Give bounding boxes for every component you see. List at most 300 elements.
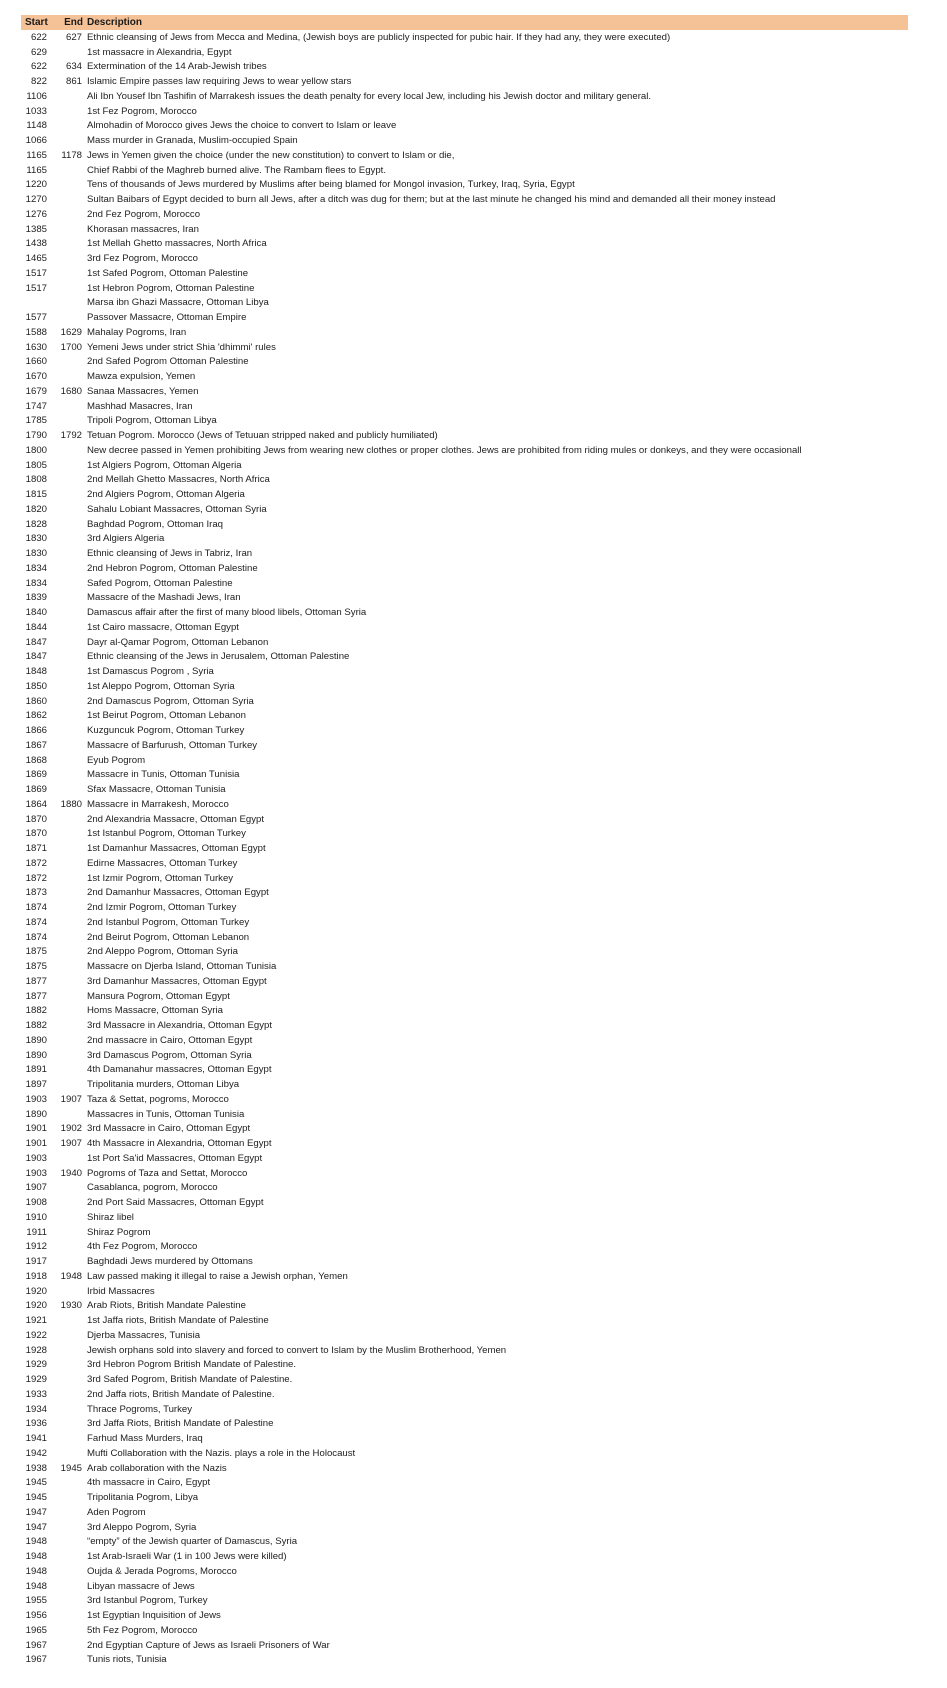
table-row bbox=[21, 650, 908, 665]
row-start-year: 1912 bbox=[25, 1241, 47, 1253]
table-row bbox=[21, 30, 908, 45]
row-description: 3rd Massacre in Cairo, Ottoman Egypt bbox=[87, 1123, 251, 1135]
header-description: Description bbox=[87, 17, 143, 28]
row-description: Mass murder in Granada, Muslim-occupied Spain bbox=[87, 135, 298, 147]
row-description: 1st massacre in Alexandria, Egypt bbox=[87, 46, 232, 58]
header-end: End bbox=[64, 17, 83, 28]
row-start-year: 1928 bbox=[25, 1344, 47, 1356]
row-description: 3rd Jaffa Riots, British Mandate of Palestine bbox=[87, 1418, 274, 1430]
row-description: 3rd Fez Pogrom, Morocco bbox=[87, 253, 198, 265]
row-start-year: 1965 bbox=[25, 1624, 47, 1636]
row-start-year: 1848 bbox=[25, 666, 47, 678]
row-start-year: 1875 bbox=[25, 946, 47, 958]
table-row bbox=[21, 60, 908, 75]
row-start-year: 1942 bbox=[25, 1447, 47, 1459]
row-description: Mawza expulsion, Yemen bbox=[87, 371, 196, 383]
row-start-year: 822 bbox=[30, 76, 47, 88]
table-row bbox=[21, 945, 908, 960]
row-start-year: 1872 bbox=[25, 857, 47, 869]
row-start-year: 1165 bbox=[26, 164, 47, 176]
row-start-year: 1630 bbox=[25, 341, 47, 353]
row-description: 2nd Jaffa riots, British Mandate of Palestine. bbox=[87, 1388, 275, 1400]
table-row bbox=[21, 1417, 908, 1432]
table-row bbox=[21, 74, 908, 89]
table-row bbox=[21, 1343, 908, 1358]
table-row bbox=[21, 1623, 908, 1638]
table-row bbox=[21, 635, 908, 650]
table-row bbox=[21, 133, 908, 148]
row-description: 1st Mellah Ghetto massacres, North Africa bbox=[87, 238, 267, 250]
table-row bbox=[21, 694, 908, 709]
table-row bbox=[21, 1579, 908, 1594]
table-row bbox=[21, 782, 908, 797]
row-description: 3rd Safed Pogrom, British Mandate of Palestine. bbox=[87, 1374, 293, 1386]
row-description: Baghdadi Jews murdered by Ottomans bbox=[87, 1256, 253, 1268]
table-row bbox=[21, 1387, 908, 1402]
table-row bbox=[21, 192, 908, 207]
row-start-year: 1882 bbox=[25, 1005, 47, 1017]
row-description: 1st Cairo massacre, Ottoman Egypt bbox=[87, 621, 239, 633]
row-description: Jews in Yemen given the choice (under the new constitution) to convert to Islam or die, bbox=[87, 149, 455, 161]
row-start-year: 1385 bbox=[25, 223, 47, 235]
table-row bbox=[21, 1358, 908, 1373]
row-start-year: 1850 bbox=[25, 680, 47, 692]
table-row bbox=[21, 1077, 908, 1092]
row-description: 4th Damanahur massacres, Ottoman Egypt bbox=[87, 1064, 272, 1076]
row-description: Shiraz Pogrom bbox=[87, 1226, 151, 1238]
row-start-year: 1920 bbox=[25, 1285, 47, 1297]
row-description: Kuzguncuk Pogrom, Ottoman Turkey bbox=[87, 725, 245, 737]
row-description: Sahalu Lobiant Massacres, Ottoman Syria bbox=[87, 503, 267, 515]
table-row bbox=[21, 1136, 908, 1151]
table-row bbox=[21, 414, 908, 429]
row-description: Massacre of Barfurush, Ottoman Turkey bbox=[87, 739, 258, 751]
row-start-year: 1815 bbox=[25, 489, 47, 501]
row-description: Massacre of the Mashadi Jews, Iran bbox=[87, 592, 241, 604]
row-description: 3rd Damanhur Massacres, Ottoman Egypt bbox=[87, 975, 267, 987]
table-row bbox=[21, 340, 908, 355]
row-description: Sanaa Massacres, Yemen bbox=[87, 385, 199, 397]
row-description: 1st Fez Pogrom, Morocco bbox=[87, 105, 197, 117]
row-start-year: 1908 bbox=[25, 1197, 47, 1209]
row-start-year: 1938 bbox=[25, 1462, 47, 1474]
row-description: Thrace Pogroms, Turkey bbox=[87, 1403, 193, 1415]
table-row bbox=[21, 561, 908, 576]
table-row bbox=[21, 1166, 908, 1181]
row-description: 2nd Alexandria Massacre, Ottoman Egypt bbox=[87, 813, 265, 825]
row-description: Pogroms of Taza and Settat, Morocco bbox=[87, 1167, 248, 1179]
row-description: Massacre on Djerba Island, Ottoman Tunisia bbox=[87, 961, 277, 973]
row-start-year: 1517 bbox=[25, 267, 47, 279]
table-row bbox=[21, 1254, 908, 1269]
row-description: Taza & Settat, pogroms, Morocco bbox=[87, 1093, 229, 1105]
row-description: Jewish orphans sold into slavery and forced to convert to Islam by the Muslim Brotherhood, Yemen bbox=[87, 1344, 507, 1356]
row-description: Oujda & Jerada Pogroms, Morocco bbox=[87, 1565, 237, 1577]
row-start-year: 1679 bbox=[25, 385, 47, 397]
row-start-year: 1901 bbox=[25, 1123, 47, 1135]
row-end-year: 1907 bbox=[60, 1138, 82, 1150]
row-start-year: 622 bbox=[30, 61, 47, 73]
row-description: 3rd Algiers Algeria bbox=[87, 533, 165, 545]
row-start-year: 1869 bbox=[25, 784, 47, 796]
row-description: Tetuan Pogrom. Morocco (Jews of Tetuuan stripped naked and publicly humiliated) bbox=[87, 430, 438, 442]
row-start-year: 1785 bbox=[25, 415, 47, 427]
row-start-year: 1066 bbox=[25, 135, 47, 147]
row-description: Sultan Baibars of Egypt decided to burn all Jews, after a ditch was dug for them; but at the last minute he changed his mind and demanded all their money instead bbox=[87, 194, 776, 206]
table-row bbox=[21, 1608, 908, 1623]
row-start-year: 1934 bbox=[25, 1403, 47, 1415]
row-start-year: 1220 bbox=[25, 179, 47, 191]
row-start-year: 622 bbox=[30, 31, 47, 43]
row-start-year: 1165 bbox=[26, 149, 47, 161]
row-description: Edirne Massacres, Ottoman Turkey bbox=[87, 857, 238, 869]
table-row bbox=[21, 296, 908, 311]
row-description: 1st Beirut Pogrom, Ottoman Lebanon bbox=[87, 710, 246, 722]
row-start-year: 1955 bbox=[25, 1595, 47, 1607]
row-start-year: 1891 bbox=[25, 1064, 47, 1076]
row-start-year: 1947 bbox=[25, 1521, 47, 1533]
row-description: 2nd Algiers Pogrom, Ottoman Algeria bbox=[87, 489, 245, 501]
timeline-table bbox=[21, 15, 908, 1667]
table-row bbox=[21, 222, 908, 237]
table-row bbox=[21, 546, 908, 561]
table-row bbox=[21, 605, 908, 620]
table-row bbox=[21, 532, 908, 547]
table-row bbox=[21, 1284, 908, 1299]
table-row bbox=[21, 1638, 908, 1653]
row-start-year: 1148 bbox=[26, 120, 47, 132]
row-description: Ali Ibn Yousef Ibn Tashifin of Marrakesh issues the death penalty for every local Jew, including his Jewish doctor and military general. bbox=[87, 90, 652, 102]
row-description: Tunis riots, Tunisia bbox=[87, 1654, 167, 1666]
row-description: 2nd Beirut Pogrom, Ottoman Lebanon bbox=[87, 931, 250, 943]
table-row bbox=[21, 1564, 908, 1579]
row-start-year: 1890 bbox=[25, 1034, 47, 1046]
row-start-year: 1897 bbox=[25, 1079, 47, 1091]
row-start-year: 1903 bbox=[25, 1167, 47, 1179]
row-start-year: 1864 bbox=[25, 798, 47, 810]
row-description: Farhud Mass Murders, Iraq bbox=[87, 1433, 203, 1445]
table-row bbox=[21, 517, 908, 532]
table-row bbox=[21, 1151, 908, 1166]
row-start-year: 1860 bbox=[25, 695, 47, 707]
row-description: Law passed making it illegal to raise a Jewish orphan, Yemen bbox=[87, 1270, 348, 1282]
table-row bbox=[21, 620, 908, 635]
row-description: 2nd Hebron Pogrom, Ottoman Palestine bbox=[87, 562, 258, 574]
row-start-year: 1871 bbox=[25, 843, 47, 855]
table-row bbox=[21, 1033, 908, 1048]
row-description: Arab collaboration with the Nazis bbox=[87, 1462, 227, 1474]
row-description: Shiraz libel bbox=[87, 1211, 134, 1223]
row-description: Islamic Empire passes law requiring Jews to wear yellow stars bbox=[87, 76, 352, 88]
table-row bbox=[21, 428, 908, 443]
table-row bbox=[21, 473, 908, 488]
table-row bbox=[21, 1122, 908, 1137]
table-row bbox=[21, 768, 908, 783]
row-start-year: 1866 bbox=[25, 725, 47, 737]
row-description: Mansura Pogrom, Ottoman Egypt bbox=[87, 990, 230, 1002]
row-description: 1st Damanhur Massacres, Ottoman Egypt bbox=[87, 843, 266, 855]
table-row bbox=[21, 1653, 908, 1668]
table-row bbox=[21, 163, 908, 178]
table-row bbox=[21, 1063, 908, 1078]
row-start-year: 1808 bbox=[25, 474, 47, 486]
row-end-year: 1629 bbox=[60, 326, 82, 338]
row-description: 3rd Damascus Pogrom, Ottoman Syria bbox=[87, 1049, 252, 1061]
row-end-year: 1178 bbox=[61, 149, 82, 161]
table-row bbox=[21, 591, 908, 606]
table-row bbox=[21, 487, 908, 502]
table-row bbox=[21, 89, 908, 104]
row-start-year: 1948 bbox=[25, 1551, 47, 1563]
row-start-year: 1834 bbox=[25, 577, 47, 589]
table-row bbox=[21, 1018, 908, 1033]
row-description: Homs Massacre, Ottoman Syria bbox=[87, 1005, 223, 1017]
table-row bbox=[21, 399, 908, 414]
row-description: New decree passed in Yemen prohibiting Jews from wearing new clothes or proper clothes. Jews are prohibited from riding mules or donkeys, and they were occasionall bbox=[87, 444, 802, 456]
row-description: Casablanca, pogrom, Morocco bbox=[87, 1182, 218, 1194]
row-start-year: 1874 bbox=[25, 902, 47, 914]
row-start-year: 1870 bbox=[25, 828, 47, 840]
table-row bbox=[21, 664, 908, 679]
table-row bbox=[21, 1195, 908, 1210]
row-start-year: 1956 bbox=[25, 1610, 47, 1622]
row-end-year: 1880 bbox=[60, 798, 82, 810]
row-description: Eyub Pogrom bbox=[87, 754, 146, 766]
row-start-year: 1790 bbox=[25, 430, 47, 442]
row-start-year: 1877 bbox=[25, 990, 47, 1002]
table-row bbox=[21, 1431, 908, 1446]
row-start-year: 1967 bbox=[25, 1639, 47, 1651]
table-row bbox=[21, 841, 908, 856]
table-row bbox=[21, 797, 908, 812]
row-start-year: 1922 bbox=[25, 1329, 47, 1341]
row-description: 2nd Damascus Pogrom, Ottoman Syria bbox=[87, 695, 254, 707]
row-description: Extermination of the 14 Arab-Jewish tribes bbox=[87, 61, 267, 73]
row-description: Baghdad Pogrom, Ottoman Iraq bbox=[87, 518, 223, 530]
row-description: Irbid Massacres bbox=[87, 1285, 155, 1297]
table-row bbox=[21, 502, 908, 517]
table-row bbox=[21, 576, 908, 591]
row-start-year: 1948 bbox=[25, 1580, 47, 1592]
row-description: 2nd Fez Pogrom, Morocco bbox=[87, 208, 201, 220]
table-row bbox=[21, 104, 908, 119]
table-row bbox=[21, 1048, 908, 1063]
table-row bbox=[21, 1328, 908, 1343]
row-start-year: 1800 bbox=[25, 444, 47, 456]
row-description: Ethnic cleansing of Jews in Tabriz, Iran bbox=[87, 548, 253, 560]
row-start-year: 1830 bbox=[25, 548, 47, 560]
row-description: 5th Fez Pogrom, Morocco bbox=[87, 1624, 198, 1636]
row-start-year: 1890 bbox=[25, 1049, 47, 1061]
row-description: 3rd Istanbul Pogrom, Turkey bbox=[87, 1595, 208, 1607]
table-row bbox=[21, 1240, 908, 1255]
row-start-year: 1847 bbox=[25, 651, 47, 663]
header-start: Start bbox=[25, 17, 48, 28]
table-row bbox=[21, 1181, 908, 1196]
table-row bbox=[21, 310, 908, 325]
row-start-year: 1588 bbox=[25, 326, 47, 338]
row-description: 2nd Egyptian Capture of Jews as Israeli Prisoners of War bbox=[87, 1639, 330, 1651]
row-description: 3rd Hebron Pogrom British Mandate of Palestine. bbox=[87, 1359, 297, 1371]
table-row bbox=[21, 959, 908, 974]
row-description: 1st Safed Pogrom, Ottoman Palestine bbox=[87, 267, 249, 279]
row-start-year: 1918 bbox=[25, 1270, 47, 1282]
row-description: 1st Hebron Pogrom, Ottoman Palestine bbox=[87, 282, 255, 294]
row-start-year: 1936 bbox=[25, 1418, 47, 1430]
table-row bbox=[21, 119, 908, 134]
row-start-year: 1660 bbox=[25, 356, 47, 368]
row-end-year: 1700 bbox=[60, 341, 82, 353]
row-start-year: 1917 bbox=[25, 1256, 47, 1268]
row-start-year: 1910 bbox=[25, 1211, 47, 1223]
table-row bbox=[21, 856, 908, 871]
row-description: Arab Riots, British Mandate Palestine bbox=[87, 1300, 246, 1312]
row-start-year: 1844 bbox=[25, 621, 47, 633]
row-start-year: 1933 bbox=[25, 1388, 47, 1400]
row-description: Tripolitania Pogrom, Libya bbox=[87, 1492, 199, 1504]
row-start-year: 1867 bbox=[25, 739, 47, 751]
row-start-year: 1517 bbox=[25, 282, 47, 294]
row-start-year: 1747 bbox=[25, 400, 47, 412]
table-row bbox=[21, 812, 908, 827]
table-row bbox=[21, 443, 908, 458]
table-row bbox=[21, 1490, 908, 1505]
row-description: 4th massacre in Cairo, Egypt bbox=[87, 1477, 211, 1489]
table-row bbox=[21, 1210, 908, 1225]
row-description: Mufti Collaboration with the Nazis. plays a role in the Holocaust bbox=[87, 1447, 356, 1459]
table-row bbox=[21, 1505, 908, 1520]
table-row bbox=[21, 251, 908, 266]
row-start-year: 1921 bbox=[25, 1315, 47, 1327]
row-start-year: 1270 bbox=[25, 194, 47, 206]
row-start-year: 1947 bbox=[25, 1506, 47, 1518]
table-row bbox=[21, 1313, 908, 1328]
table-row bbox=[21, 369, 908, 384]
row-end-year: 861 bbox=[65, 76, 82, 88]
row-description: Tens of thousands of Jews murdered by Muslims after being blamed for Mongol invasion, Turkey, Iraq, Syria, Egypt bbox=[87, 179, 575, 191]
table-row bbox=[21, 1549, 908, 1564]
table-row bbox=[21, 915, 908, 930]
table-row bbox=[21, 384, 908, 399]
row-end-year: 1945 bbox=[60, 1462, 82, 1474]
table-row bbox=[21, 1520, 908, 1535]
row-description: 4th Massacre in Alexandria, Ottoman Egypt bbox=[87, 1138, 272, 1150]
row-start-year: 1920 bbox=[25, 1300, 47, 1312]
row-start-year: 1903 bbox=[25, 1152, 47, 1164]
table-row bbox=[21, 458, 908, 473]
row-description: 1st Port Sa'id Massacres, Ottoman Egypt bbox=[87, 1152, 263, 1164]
row-start-year: 1868 bbox=[25, 754, 47, 766]
table-row bbox=[21, 237, 908, 252]
row-description: Massacre in Tunis, Ottoman Tunisia bbox=[87, 769, 240, 781]
table-row bbox=[21, 886, 908, 901]
table-row bbox=[21, 281, 908, 296]
row-description: 2nd Aleppo Pogrom, Ottoman Syria bbox=[87, 946, 238, 958]
table-row bbox=[21, 148, 908, 163]
row-description: 1st Istanbul Pogrom, Ottoman Turkey bbox=[87, 828, 246, 840]
row-description: 1st Izmir Pogrom, Ottoman Turkey bbox=[87, 872, 234, 884]
table-body bbox=[21, 30, 908, 1667]
table-row bbox=[21, 723, 908, 738]
table-row bbox=[21, 871, 908, 886]
row-start-year: 1840 bbox=[25, 607, 47, 619]
row-description: 3rd Aleppo Pogrom, Syria bbox=[87, 1521, 197, 1533]
row-end-year: 1930 bbox=[60, 1300, 82, 1312]
table-row bbox=[21, 1299, 908, 1314]
table-row bbox=[21, 989, 908, 1004]
row-description: 2nd Safed Pogrom Ottoman Palestine bbox=[87, 356, 249, 368]
row-description: Marsa ibn Ghazi Massacre, Ottoman Libya bbox=[87, 297, 269, 309]
row-start-year: 1948 bbox=[25, 1565, 47, 1577]
row-description: 1st Damascus Pogrom , Syria bbox=[87, 666, 214, 678]
row-description: 1st Aleppo Pogrom, Ottoman Syria bbox=[87, 680, 235, 692]
row-description: Massacres in Tunis, Ottoman Tunisia bbox=[87, 1108, 245, 1120]
row-end-year: 1680 bbox=[60, 385, 82, 397]
row-start-year: 1874 bbox=[25, 931, 47, 943]
table-row bbox=[21, 1402, 908, 1417]
row-description: 1st Arab-Israeli War (1 in 100 Jews were killed) bbox=[87, 1551, 287, 1563]
table-row bbox=[21, 1004, 908, 1019]
table-row bbox=[21, 1372, 908, 1387]
row-description: Djerba Massacres, Tunisia bbox=[87, 1329, 201, 1341]
row-description: Passover Massacre, Ottoman Empire bbox=[87, 312, 247, 324]
row-description: Ethnic cleansing of the Jews in Jerusalem, Ottoman Palestine bbox=[87, 651, 350, 663]
row-start-year: 1839 bbox=[25, 592, 47, 604]
table-row bbox=[21, 753, 908, 768]
table-row bbox=[21, 1535, 908, 1550]
row-start-year: 1106 bbox=[26, 90, 47, 102]
row-end-year: 1902 bbox=[60, 1123, 82, 1135]
row-start-year: 1948 bbox=[25, 1536, 47, 1548]
row-description: Chief Rabbi of the Maghreb burned alive. The Rambam flees to Egypt. bbox=[87, 164, 386, 176]
row-description: 2nd massacre in Cairo, Ottoman Egypt bbox=[87, 1034, 253, 1046]
row-start-year: 1830 bbox=[25, 533, 47, 545]
table-row bbox=[21, 1461, 908, 1476]
table-row bbox=[21, 709, 908, 724]
row-start-year: 1828 bbox=[25, 518, 47, 530]
row-start-year: 1945 bbox=[25, 1492, 47, 1504]
row-end-year: 1940 bbox=[60, 1167, 82, 1179]
row-start-year: 1873 bbox=[25, 887, 47, 899]
row-description: 2nd Port Said Massacres, Ottoman Egypt bbox=[87, 1197, 264, 1209]
row-description: Damascus affair after the first of many blood libels, Ottoman Syria bbox=[87, 607, 367, 619]
row-start-year: 1877 bbox=[25, 975, 47, 987]
table-row bbox=[21, 1092, 908, 1107]
table-row bbox=[21, 325, 908, 340]
row-start-year: 1941 bbox=[25, 1433, 47, 1445]
row-start-year: 1875 bbox=[25, 961, 47, 973]
row-start-year: 1945 bbox=[25, 1477, 47, 1489]
row-end-year: 627 bbox=[65, 31, 82, 43]
table-row bbox=[21, 930, 908, 945]
row-start-year: 1862 bbox=[25, 710, 47, 722]
table-row bbox=[21, 1107, 908, 1122]
table-row bbox=[21, 1446, 908, 1461]
row-description: 2nd Istanbul Pogrom, Ottoman Turkey bbox=[87, 916, 250, 928]
row-description: Tripoli Pogrom, Ottoman Libya bbox=[87, 415, 217, 427]
row-description: Ethnic cleansing of Jews from Mecca and Medina, (Jewish boys are publicly inspected for pubic hair. If they had any, they were executed) bbox=[87, 31, 671, 43]
row-description: Safed Pogrom, Ottoman Palestine bbox=[87, 577, 233, 589]
row-start-year: 1870 bbox=[25, 813, 47, 825]
table-row bbox=[21, 738, 908, 753]
row-description: Libyan massacre of Jews bbox=[87, 1580, 195, 1592]
table-row bbox=[21, 1225, 908, 1240]
row-start-year: 1929 bbox=[25, 1374, 47, 1386]
row-start-year: 629 bbox=[30, 46, 47, 58]
table-header bbox=[21, 15, 908, 30]
row-description: Sfax Massacre, Ottoman Tunisia bbox=[87, 784, 226, 796]
row-start-year: 1276 bbox=[25, 208, 47, 220]
